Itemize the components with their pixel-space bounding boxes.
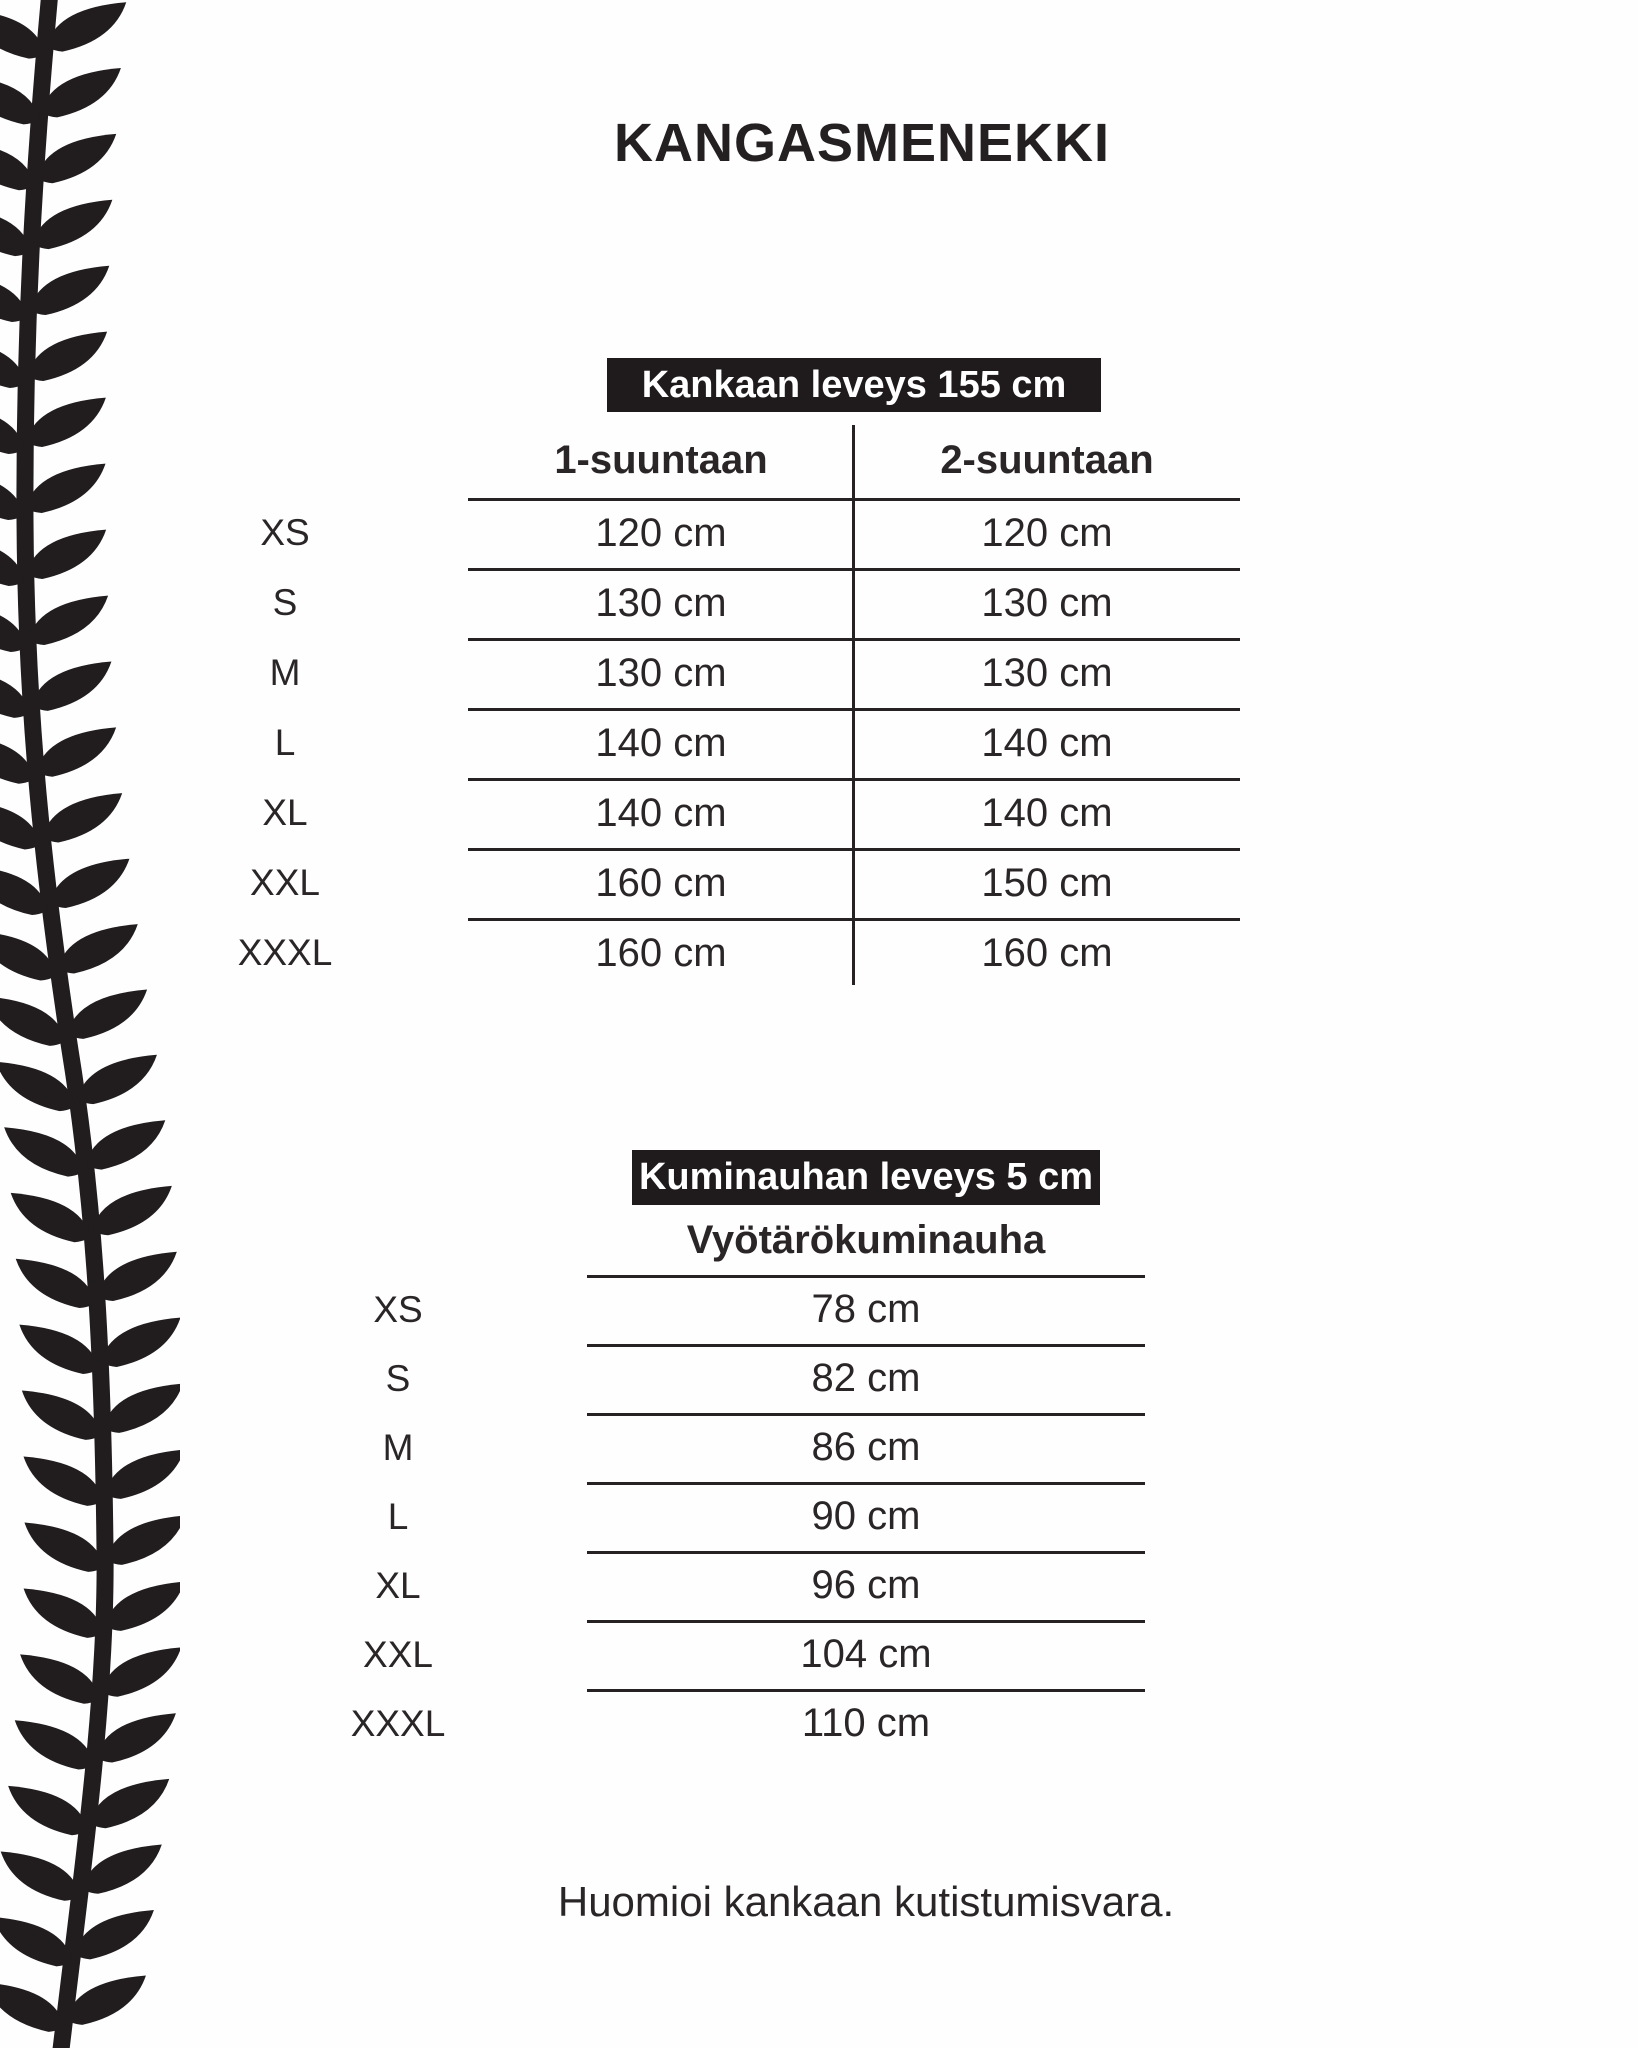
- vine-leaf: [101, 1449, 180, 1501]
- vine-leaf: [73, 1054, 162, 1106]
- elastic-table-label: Kuminauhan leveys 5 cm: [632, 1150, 1100, 1205]
- elastic-row-size: XS: [373, 1288, 423, 1330]
- vine-leaf: [15, 1654, 104, 1706]
- fabric-row-two-way-value: 130 cm: [981, 650, 1113, 695]
- fabric-column-header-two-way: 2-suuntaan: [940, 437, 1154, 482]
- vine-leaf: [22, 463, 111, 515]
- elastic-row-value: 86 cm: [811, 1425, 921, 1469]
- vine-leaf: [24, 331, 113, 383]
- fabric-row-two-way-value: 140 cm: [981, 720, 1113, 765]
- elastic-row-value: 90 cm: [811, 1494, 921, 1538]
- fabric-row-size: M: [269, 652, 301, 693]
- fabric-row-two-way-value: 130 cm: [981, 580, 1113, 625]
- vine-leaf: [100, 1383, 180, 1435]
- elastic-row-value: 82 cm: [811, 1356, 921, 1400]
- vine-leaf: [16, 1390, 105, 1442]
- vine-leaf: [93, 1251, 180, 1303]
- fabric-row-two-way-value: 120 cm: [981, 510, 1113, 555]
- vine-leaf: [18, 1456, 107, 1508]
- vine-leaf: [28, 661, 117, 713]
- vine-leaf: [102, 1515, 180, 1567]
- elastic-row-size: XL: [375, 1564, 421, 1606]
- fabric-row-one-way-value: 130 cm: [595, 580, 727, 625]
- vine-leaf: [88, 1185, 177, 1237]
- vine-leaf: [23, 529, 112, 581]
- fabric-row-two-way-value: 160 cm: [981, 930, 1113, 975]
- fabric-row-one-way-value: 130 cm: [595, 650, 727, 695]
- vine-leaf: [29, 199, 118, 251]
- fabric-row-size: XXXL: [237, 932, 333, 973]
- vine-leaf: [25, 595, 114, 647]
- fabric-row-one-way-value: 140 cm: [595, 790, 727, 835]
- fabric-row-size: XS: [260, 512, 310, 553]
- vine-leaf: [19, 1522, 108, 1574]
- vine-leaf: [82, 1120, 171, 1172]
- vine-leaf: [22, 397, 111, 449]
- fabric-table-label: Kankaan leveys 155 cm: [607, 358, 1101, 412]
- elastic-row-size: XXXL: [350, 1702, 446, 1744]
- elastic-row-value: 96 cm: [811, 1563, 921, 1607]
- vine-leaf: [18, 1588, 107, 1640]
- elastic-row-value: 78 cm: [811, 1287, 921, 1331]
- fabric-row-two-way-value: 150 cm: [981, 860, 1113, 905]
- vine-leaf: [26, 265, 115, 317]
- vine-leaf: [46, 858, 135, 910]
- vine-leaf: [0, 1851, 84, 1903]
- vine-leaf: [0, 1917, 76, 1969]
- fabric-row-size: L: [274, 722, 296, 763]
- vine-leaf: [39, 793, 128, 845]
- fabric-row-one-way-value: 160 cm: [595, 930, 727, 975]
- vine-leaf: [3, 1785, 92, 1837]
- leaf-vine: [0, 0, 180, 2048]
- fabric-row-two-way-value: 140 cm: [981, 790, 1113, 835]
- fabric-row-one-way-value: 120 cm: [595, 510, 727, 555]
- vine-leaf: [33, 727, 122, 779]
- elastic-row-value: 110 cm: [801, 1701, 931, 1745]
- fabric-column-header-one-way: 1-suuntaan: [554, 437, 768, 482]
- elastic-row-size: S: [385, 1357, 411, 1399]
- vine-leaf: [64, 989, 153, 1041]
- fabric-row-one-way-value: 160 cm: [595, 860, 727, 905]
- elastic-row-size: XXL: [363, 1633, 433, 1675]
- fabric-row-size: XL: [262, 792, 308, 833]
- elastic-row-size: M: [382, 1426, 414, 1468]
- shrinkage-note: Huomioi kankaan kutistumisvara.: [557, 1878, 1175, 1925]
- vine-leaf: [10, 1258, 99, 1310]
- elastic-column-header: Vyötärökuminauha: [686, 1217, 1046, 1262]
- page-title: KANGASMENEKKI: [613, 113, 1111, 173]
- elastic-row-value: 104 cm: [800, 1632, 932, 1676]
- elastic-row-size: L: [387, 1495, 409, 1537]
- vine-leaf: [14, 1324, 103, 1376]
- vine-leaf: [9, 1720, 98, 1772]
- fabric-row-one-way-value: 140 cm: [595, 720, 727, 765]
- fabric-row-size: S: [272, 582, 298, 623]
- fabric-row-size: XXL: [250, 862, 320, 903]
- vine-leaf: [97, 1317, 180, 1369]
- vine-leaf: [54, 924, 143, 976]
